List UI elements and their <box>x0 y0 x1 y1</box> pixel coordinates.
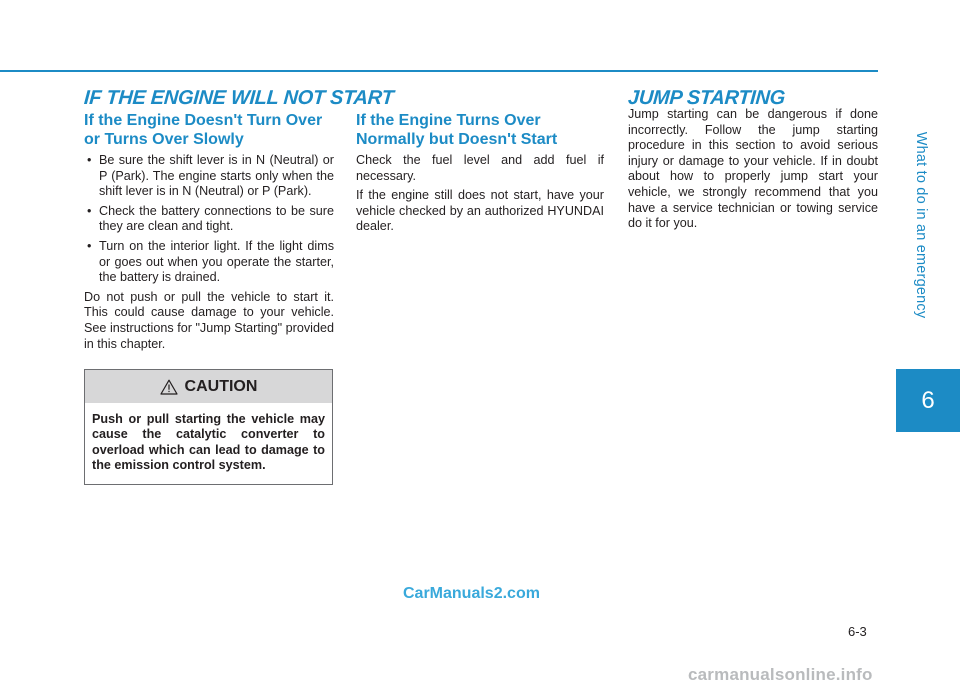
chapter-side-label <box>882 70 960 380</box>
watermark-carmanualsonline[interactable]: carmanualsonline.info <box>688 665 873 684</box>
caution-header <box>85 370 332 403</box>
caution-text: Push or pull starting the vehicle may cause the catalytic converter to overload which can lead to damage to the emission control system. <box>92 412 325 473</box>
col2-heading: If the Engine Turns Over Normally but Doesn't Start <box>356 112 558 148</box>
list-item: • Check the battery connections to be sure they are clean and tight. <box>84 204 334 235</box>
section-title-right: JUMP STARTING <box>627 87 786 109</box>
col2-paragraph: Check the fuel level and add fuel if necessary. <box>356 153 604 183</box>
page-number: 6-3 <box>848 624 867 639</box>
col3-paragraph: Jump starting can be dangerous if done incorrectly. Follow the jump starting procedure in this section to avoid serious injury or damage to your vehicle. If in doubt about how to properly jump start your vehicle, we strongly recommend that you have a service technician or towing service do it for you. <box>628 107 878 231</box>
col1-heading: If the Engine Doesn't Turn Over or Turns Over Slowly <box>84 112 323 148</box>
col1-bullet-list <box>84 153 334 286</box>
col2-paragraph: If the engine still does not start, have your vehicle checked by an authorized HYUNDAI dealer. <box>356 188 604 234</box>
top-rule <box>0 70 878 72</box>
caution-box <box>84 369 333 485</box>
col1-body <box>84 153 334 356</box>
chapter-title: What to do in an emergency <box>913 131 929 319</box>
section-title-left: IF THE ENGINE WILL NOT START <box>83 87 395 109</box>
caution-label: CAUTION <box>184 377 258 395</box>
chapter-number-tab: 6 <box>896 369 960 432</box>
warning-triangle-icon <box>160 379 178 395</box>
watermark-carmanuals2[interactable]: CarManuals2.com <box>403 585 540 602</box>
col1-paragraph: Do not push or pull the vehicle to start it. This could cause damage to your vehicle. See instructions for "Jump Starting" provided in this chapter. <box>84 289 334 351</box>
list-item: • Be sure the shift lever is in N (Neutral) or P (Park). The engine starts only when the shift lever is in N (Neutral) or P (Park). <box>84 153 334 200</box>
col3-body <box>628 107 878 236</box>
col2-body <box>356 153 604 239</box>
list-item: • Turn on the interior light. If the light dims or goes out when you operate the starter, the battery is drained. <box>84 239 334 286</box>
